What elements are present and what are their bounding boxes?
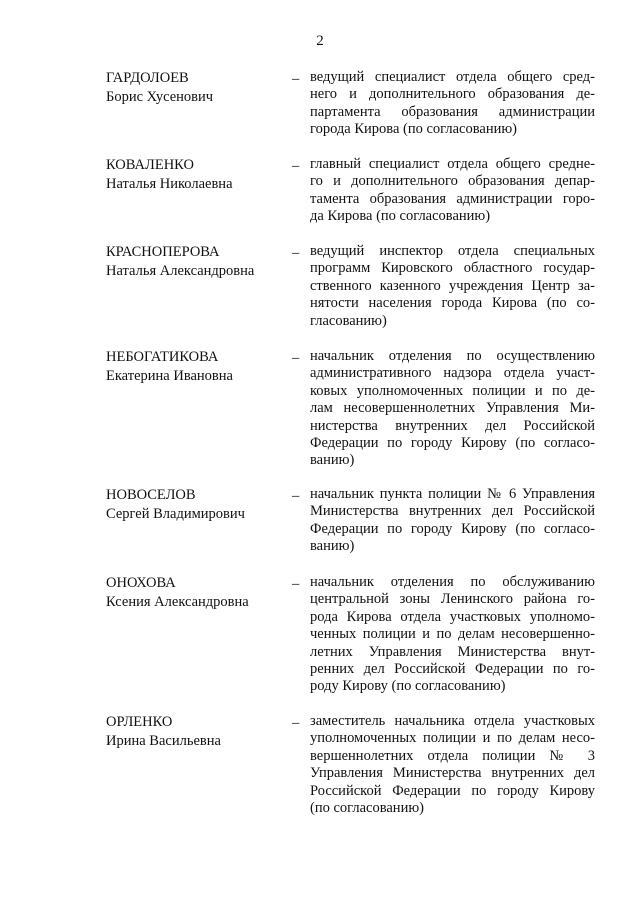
description-line: начальник пункта полиции № 6 Управления: [310, 486, 595, 502]
description-line: заместитель начальника отдела участковых: [310, 713, 595, 729]
description-line: ванию): [310, 538, 355, 555]
description-line: программ Кировского областного государ-: [310, 260, 595, 277]
dash: –: [292, 488, 300, 504]
given-names: Екатерина Ивановна: [106, 368, 233, 384]
description-line: (по согласованию): [310, 799, 424, 816]
dash: –: [292, 71, 300, 87]
description-line: начальник отделения по осуществлению: [310, 348, 595, 364]
description-line: города Кирова (по согласованию): [310, 121, 517, 138]
description-line: нистерства внутренних дел Российской: [310, 417, 595, 434]
description-line: гласованию): [310, 312, 387, 329]
position-description: [310, 574, 595, 696]
description-line: главный специалист отдела общего средне-: [310, 156, 595, 172]
description-line: Министерства внутренних дел Российской: [310, 503, 595, 520]
description-line: ренних дел Российской Федерации по го-: [310, 660, 595, 677]
given-names: Наталья Александровна: [106, 263, 255, 279]
description-line: ковых уполномоченных полиции и по де-: [310, 382, 595, 399]
description-line: тамента образования администрации горо-: [310, 190, 595, 207]
position-description: [310, 486, 595, 556]
description-line: рода Кирова отдела участковых уполномо-: [310, 608, 595, 625]
surname: ОНОХОВА: [106, 575, 176, 591]
given-names: Сергей Владимирович: [106, 506, 245, 522]
description-line: ственного казенного учреждения Центр за-: [310, 277, 595, 294]
given-names: Наталья Николаевна: [106, 176, 233, 192]
position-description: [310, 156, 595, 226]
description-line: Федерации по городу Кирову (по согласо-: [310, 434, 595, 451]
surname: КОВАЛЕНКО: [106, 157, 194, 173]
description-line: Российской Федерации по городу Кирову: [310, 782, 595, 799]
dash: –: [292, 158, 300, 174]
description-line: ведущий специалист отдела общего сред-: [310, 69, 595, 85]
description-line: него и дополнительного образования де-: [310, 86, 595, 103]
dash: –: [292, 715, 300, 731]
surname: НОВОСЕЛОВ: [106, 487, 196, 503]
description-line: уполномоченных полиции и по делам несо-: [310, 730, 595, 747]
position-description: [310, 243, 595, 330]
dash: –: [292, 576, 300, 592]
person-name: [106, 69, 286, 107]
person-name: [106, 713, 286, 751]
person-name: [106, 156, 286, 194]
person-name: [106, 243, 286, 281]
dash: –: [292, 245, 300, 261]
description-line: вершеннолетних отдела полиции № 3: [310, 747, 595, 764]
description-line: летних Управления Министерства внут-: [310, 643, 595, 660]
description-line: нятости населения города Кирова (по со-: [310, 295, 595, 312]
description-line: го и дополнительного образования депар-: [310, 173, 595, 190]
dash: –: [292, 350, 300, 366]
description-line: партамента образования администрации: [310, 103, 595, 120]
position-description: [310, 348, 595, 470]
person-name: [106, 574, 286, 612]
surname: ОРЛЕНКО: [106, 714, 173, 730]
description-line: административного надзора отдела участ-: [310, 365, 595, 382]
given-names: Ирина Васильевна: [106, 733, 221, 749]
description-line: Федерации по городу Кирову (по согласо-: [310, 520, 595, 537]
position-description: [310, 713, 595, 817]
description-line: начальник отделения по обслуживанию: [310, 574, 595, 590]
page-number: 2: [316, 33, 324, 49]
surname: КРАСНОПЕРОВА: [106, 244, 220, 260]
description-line: центральной зоны Ленинского района го-: [310, 591, 595, 608]
surname: НЕБОГАТИКОВА: [106, 349, 219, 365]
description-line: да Кирова (по согласованию): [310, 208, 491, 225]
surname: ГАРДОЛОЕВ: [106, 70, 189, 86]
person-name: [106, 486, 286, 524]
description-line: ведущий инспектор отдела специальных: [310, 243, 595, 259]
person-name: [106, 348, 286, 386]
given-names: Ксения Александровна: [106, 594, 249, 610]
description-line: лам несовершеннолетних Управления Ми-: [310, 400, 595, 417]
description-line: роду Кирову (по согласованию): [310, 678, 506, 695]
position-description: [310, 69, 595, 139]
description-line: ванию): [310, 452, 355, 469]
description-line: ченных полиции и по делам несовершенно-: [310, 626, 595, 643]
given-names: Борис Хусенович: [106, 89, 214, 105]
description-line: Управления Министерства внутренних дел: [310, 765, 595, 782]
